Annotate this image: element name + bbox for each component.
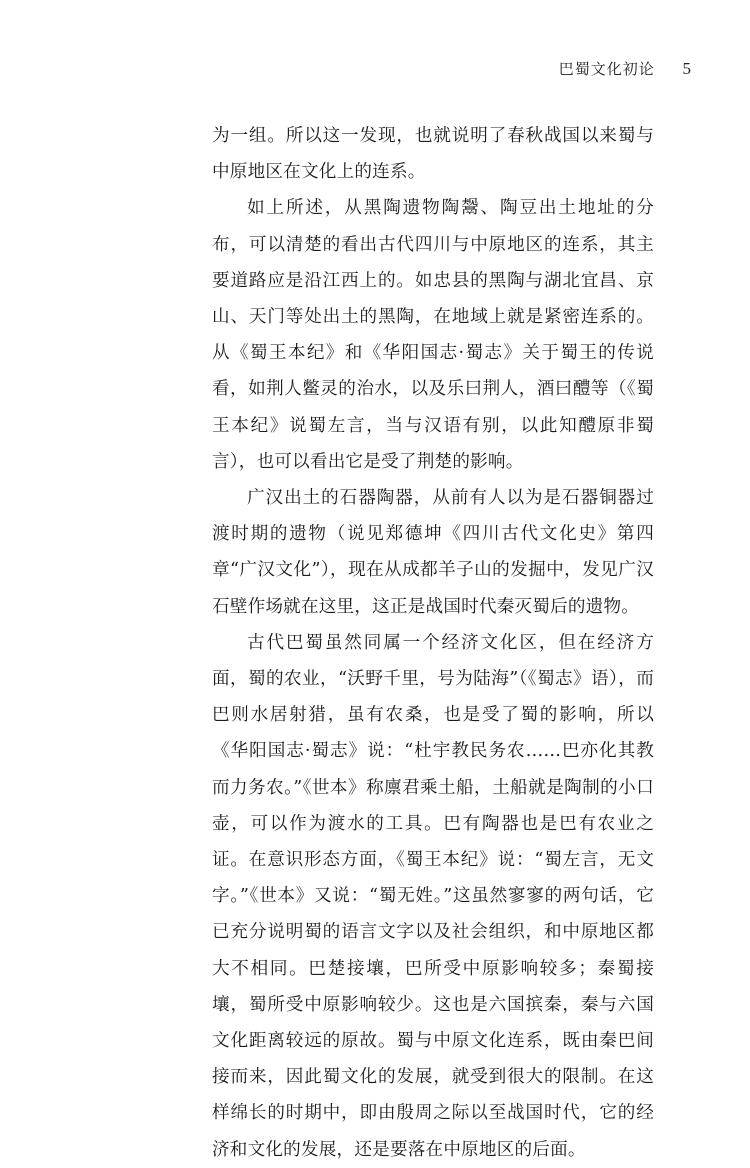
paragraph: 古代巴蜀虽然同属一个经济文化区，但在经济方面，蜀的农业，“沃野千里，号为陆海”（《蜀志》语），而巴则水居射猎，虽有农桑，也是受了蜀的影响，所以《华阳国志·蜀志》说：“杜宇教民务农……巴亦化其教而力务农。”《世本》称廪君乘土船，土船就是陶制的小口壶，可以作为渡水的工具。巴有陶器也是巴有农业之证。在意识形态方面，《蜀王本纪》说：“蜀左言，无文字。”《世本》又说：“蜀无姓。”这虽然寥寥的两句话，它已充分说明蜀的语言文字以及社会组织，和中原地区都大不相同。巴楚接壤，巴所受中原影响较多；秦蜀接壤，蜀所受中原影响较少。这也是六国摈秦，秦与六国文化距离较远的原故。蜀与中原文化连系，既由秦巴间接而来，因此蜀文化的发展，就受到很大的限制。在这样绵长的时期中，即由殷周之际以至战国时代，它的经济和文化的发展，还是要落在中原地区的后面。 bbox=[212, 632, 654, 1160]
body-text bbox=[212, 118, 654, 1168]
paragraph-continuation: 为一组。所以这一发现，也就说明了春秋战国以来蜀与中原地区在文化上的连系。 bbox=[212, 126, 654, 183]
running-header bbox=[559, 58, 692, 79]
running-header-title: 巴蜀文化初论 bbox=[558, 60, 655, 78]
paragraph: 如上所述，从黑陶遗物陶鬶、陶豆出土地址的分布，可以清楚的看出古代四川与中原地区的连系，其主要道路应是沿江西上的。如忠县的黑陶与湖北宜昌、京山、天门等处出土的黑陶，在地域上就是紧密连系的。从《蜀王本纪》和《华阳国志·蜀志》关于蜀王的传说看，如荆人鳖灵的治水，以及乐曰荆人，酒曰醴等（《蜀王本纪》说蜀左言，当与汉语有别，以此知醴原非蜀言），也可以看出它是受了荆楚的影响。 bbox=[212, 198, 654, 472]
page-number: 5 bbox=[682, 59, 692, 78]
paragraph: 广汉出土的石器陶器，从前有人以为是石器铜器过渡时期的遗物（说见郑德坤《四川古代文化史》第四章“广汉文化”），现在从成都羊子山的发掘中，发见广汉石壁作场就在这里，这正是战国时代秦灭蜀后的遗物。 bbox=[212, 488, 654, 617]
